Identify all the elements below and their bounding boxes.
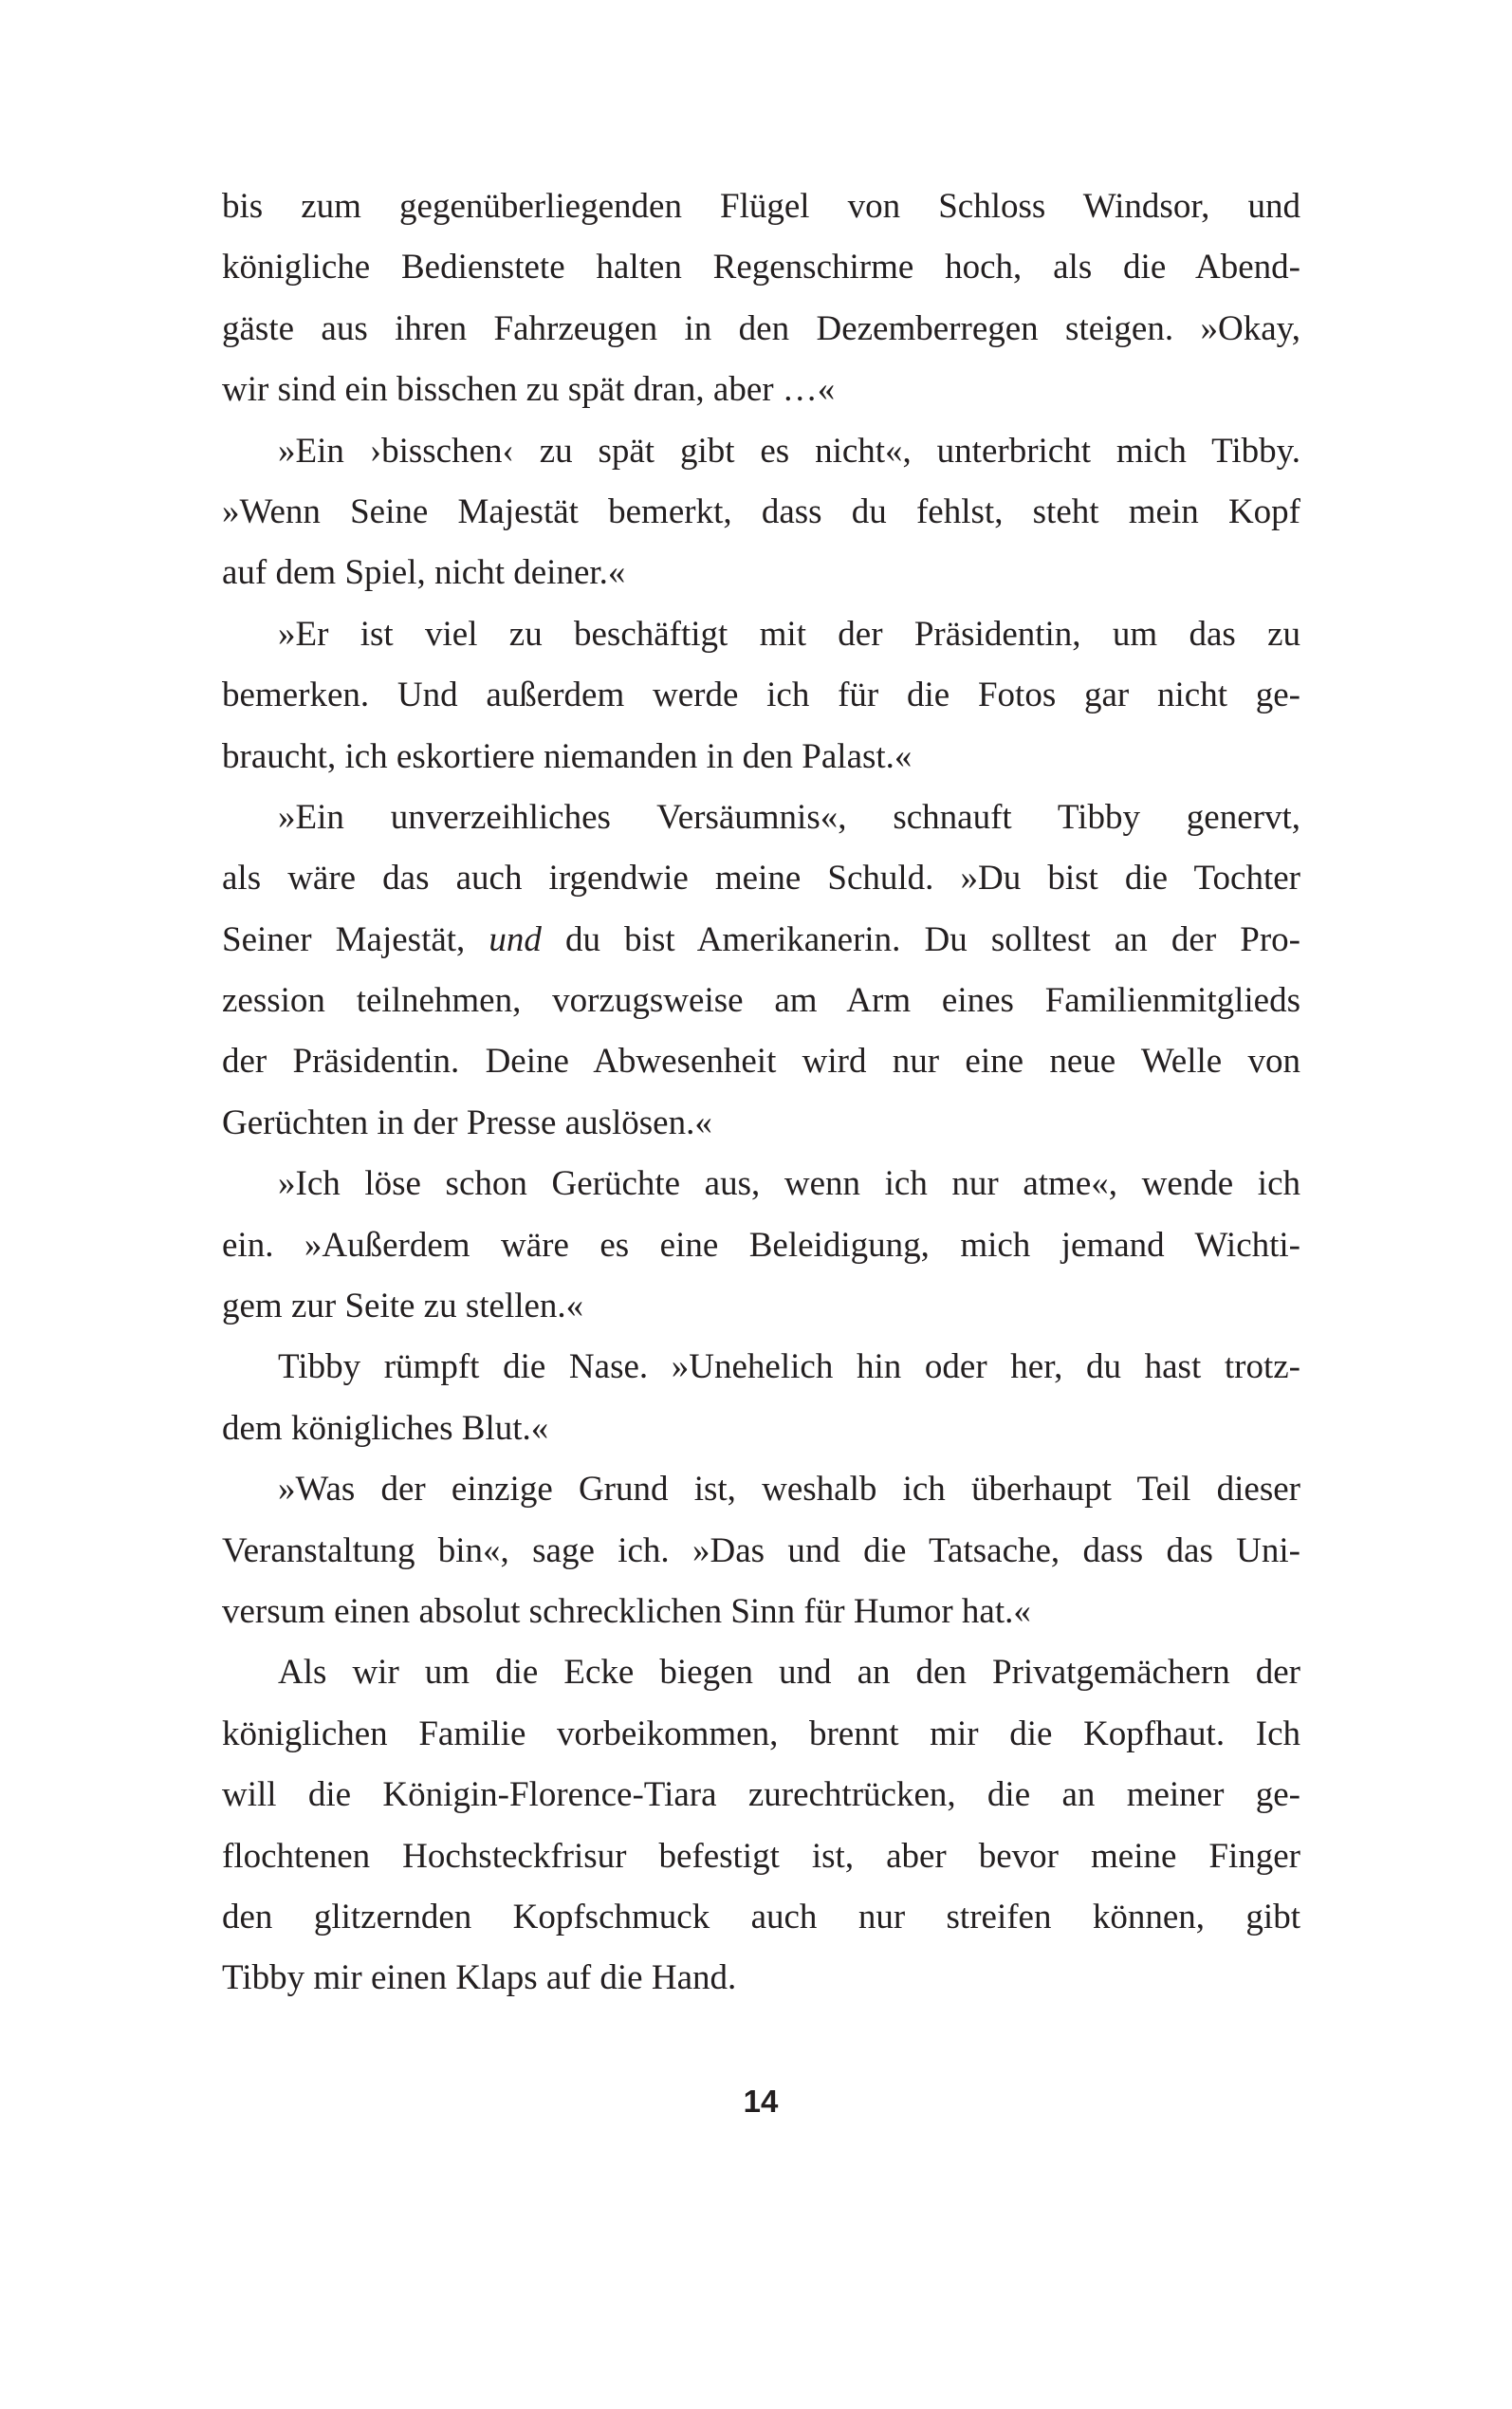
text-line: braucht, ich eskortiere niemanden in den Palast.« xyxy=(222,736,913,776)
text-line: »Wenn Seine Majestät bemerkt, dass du fehlst, steht mein Kopf xyxy=(222,491,1300,531)
text-line: auf dem Spiel, nicht deiner.« xyxy=(222,553,626,593)
text-line: dem königliches Blut.« xyxy=(222,1408,549,1448)
text-line: flochtenen Hochsteckfrisur befestigt ist, aber bevor meine Finger xyxy=(222,1836,1300,1876)
text-line: »Ein ›bisschen‹ zu spät gibt es nicht«, unterbricht mich Tibby. xyxy=(278,431,1300,471)
paragraph xyxy=(222,1337,1300,1459)
text-line: Tibby rümpft die Nase. »Unehelich hin oder her, du hast trotz- xyxy=(278,1347,1300,1387)
paragraph xyxy=(222,604,1300,788)
page-number: 14 xyxy=(743,2084,779,2119)
text-segment: du bist Amerikanerin. Du solltest an der Pro- xyxy=(541,919,1300,959)
text-line: ein. »Außerdem wäre es eine Beleidigung, mich jemand Wichti- xyxy=(222,1225,1300,1265)
paragraph xyxy=(222,788,1300,1154)
text-segment: Seiner Majestät, xyxy=(222,919,489,959)
paragraph xyxy=(222,1459,1300,1642)
text-line: »Ich löse schon Gerüchte aus, wenn ich nur atme«, wende ich xyxy=(278,1164,1300,1204)
text-line: zession teilnehmen, vorzugsweise am Arm eines Familienmitglieds xyxy=(222,981,1300,1021)
text-line: bemerken. Und außerdem werde ich für die Fotos gar nicht ge- xyxy=(222,676,1300,715)
text-line: der Präsidentin. Deine Abwesenheit wird nur eine neue Welle von xyxy=(222,1042,1300,1082)
paragraph xyxy=(222,176,1300,421)
text-line: »Ein unverzeihliches Versäumnis«, schnauft Tibby genervt, xyxy=(278,797,1300,837)
paragraph xyxy=(222,421,1300,604)
body-text xyxy=(222,176,1300,2010)
text-line: als wäre das auch irgendwie meine Schuld. »Du bist die Tochter xyxy=(222,859,1300,899)
text-line: »Er ist viel zu beschäftigt mit der Präsidentin, um das zu xyxy=(278,614,1300,654)
text-line: »Was der einzige Grund ist, weshalb ich überhaupt Teil dieser xyxy=(278,1470,1300,1510)
emphasis-text: und xyxy=(489,919,542,959)
text-line: Tibby mir einen Klaps auf die Hand. xyxy=(222,1958,737,1998)
text-line xyxy=(222,910,1300,971)
paragraph xyxy=(222,1154,1300,1337)
text-line: bis zum gegenüberliegenden Flügel von Schloss Windsor, und xyxy=(222,187,1300,226)
text-line: Gerüchten in der Presse auslösen.« xyxy=(222,1103,712,1142)
text-line: den glitzernden Kopfschmuck auch nur streifen können, gibt xyxy=(222,1897,1300,1936)
text-line: will die Königin-Florence-Tiara zurechtrücken, die an meiner ge- xyxy=(222,1775,1300,1815)
text-line: gäste aus ihren Fahrzeugen in den Dezemberregen steigen. »Okay, xyxy=(222,308,1300,348)
text-line: gem zur Seite zu stellen.« xyxy=(222,1287,584,1326)
text-line: Veranstaltung bin«, sage ich. »Das und die Tatsache, dass das Uni- xyxy=(222,1530,1300,1570)
text-line: Als wir um die Ecke biegen und an den Privatgemächern der xyxy=(278,1653,1300,1693)
text-line: versum einen absolut schrecklichen Sinn für Humor hat.« xyxy=(222,1591,1031,1631)
text-line: königlichen Familie vorbeikommen, brennt mir die Kopfhaut. Ich xyxy=(222,1714,1300,1753)
text-line: wir sind ein bisschen zu spät dran, aber …« xyxy=(222,370,836,410)
text-line: königliche Bedienstete halten Regenschirme hoch, als die Abend- xyxy=(222,248,1300,287)
paragraph xyxy=(222,1642,1300,2009)
